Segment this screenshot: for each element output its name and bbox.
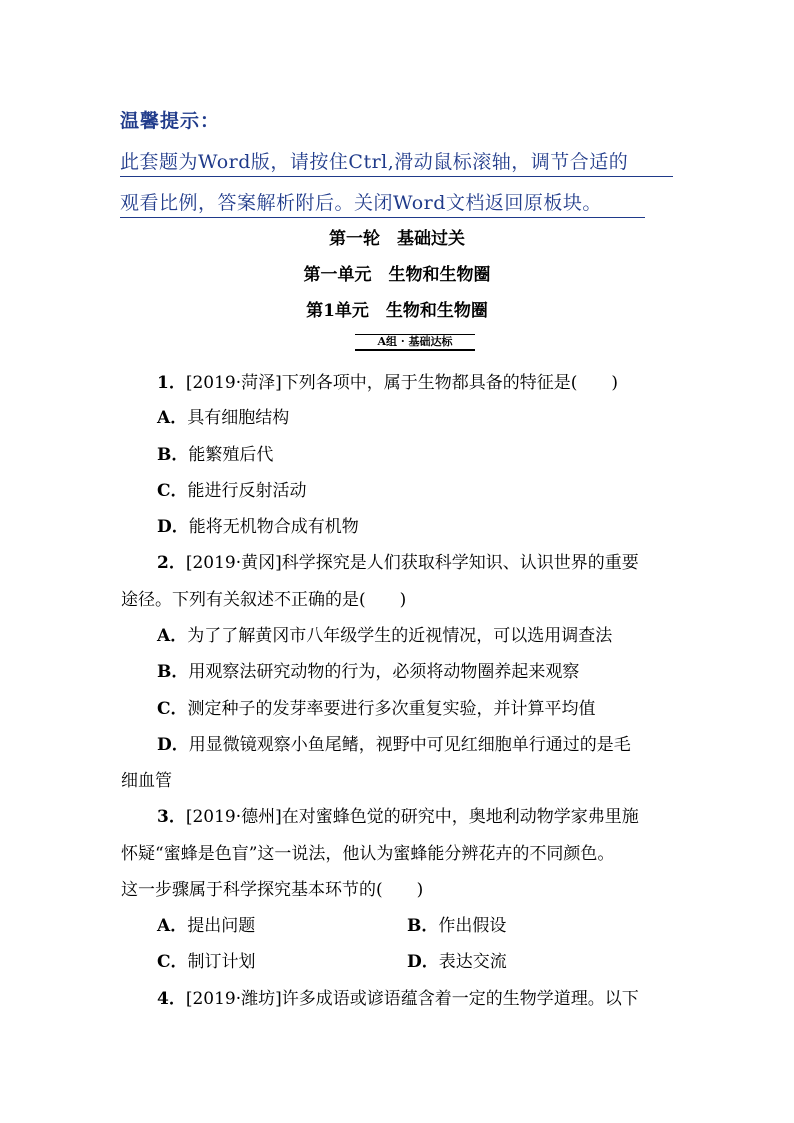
option-letter: A．	[157, 408, 188, 428]
question-3-option-c	[157, 947, 256, 972]
option-text: 能繁殖后代	[188, 445, 274, 465]
option-letter: B．	[157, 662, 189, 682]
round-title: 第一轮 基础过关	[329, 229, 465, 249]
question-2-option-d	[157, 730, 631, 755]
question-1-option-c	[157, 476, 307, 501]
question-2-source: [2019·黄冈]	[185, 553, 282, 573]
option-letter: B．	[407, 916, 439, 936]
option-text: 制订计划	[187, 952, 256, 972]
option-text: 提出问题	[187, 916, 256, 936]
question-4-number: 4．	[157, 989, 186, 1009]
option-text: 能将无机物合成有机物	[188, 517, 359, 537]
question-2-stem	[157, 548, 639, 573]
section-badge: A组 · 基础达标	[355, 334, 475, 351]
question-2-option-d-cont: 细血管	[121, 771, 172, 791]
option-letter: D．	[157, 517, 189, 537]
question-2-text: 科学探究是人们获取科学知识、认识世界的重要	[281, 553, 639, 573]
question-2-number: 2．	[157, 553, 186, 573]
question-3-option-d	[407, 947, 507, 972]
question-3-stem	[157, 802, 639, 827]
question-4-text: 许多成语或谚语蕴含着一定的生物学道理。以下	[281, 989, 639, 1009]
option-text: 表达交流	[438, 952, 507, 972]
question-3-stem-cont-1: 怀疑“蜜蜂是色盲”这一说法，他认为蜜蜂能分辨花卉的不同颜色。	[121, 844, 615, 864]
chapter-title: 第1单元 生物和生物圈	[306, 301, 488, 321]
question-1-number: 1．	[157, 373, 186, 393]
question-1-option-d	[157, 512, 359, 537]
question-2-option-b	[157, 657, 579, 682]
option-letter: B．	[157, 445, 189, 465]
question-2-option-c	[157, 694, 596, 719]
question-3-option-b	[407, 911, 506, 936]
question-3-source: [2019·德州]	[185, 807, 282, 827]
question-2-option-a	[157, 621, 612, 646]
option-text: 为了了解黄冈市八年级学生的近视情况，可以选用调查法	[187, 626, 613, 646]
option-text: 具有细胞结构	[187, 408, 290, 428]
question-1-option-b	[157, 440, 273, 465]
option-letter: D．	[407, 952, 439, 972]
option-text: 作出假设	[438, 916, 507, 936]
option-letter: A．	[157, 916, 188, 936]
option-letter: D．	[157, 735, 189, 755]
warm-tip-line-2: 观看比例，答案解析附后。关闭Word文档返回原板块。	[120, 188, 645, 218]
option-letter: A．	[157, 626, 188, 646]
option-text: 用观察法研究动物的行为，必须将动物圈养起来观察	[188, 662, 580, 682]
question-1-stem	[157, 368, 618, 393]
option-letter: C．	[157, 481, 188, 501]
question-3-stem-cont-2: 这一步骤属于科学探究基本环节的( )	[121, 880, 424, 900]
unit-title: 第一单元 生物和生物圈	[303, 265, 491, 285]
question-1-option-a	[157, 403, 289, 428]
question-2-stem-cont: 途径。下列有关叙述不正确的是( )	[121, 590, 407, 610]
option-text: 测定种子的发芽率要进行多次重复实验，并计算平均值	[187, 699, 596, 719]
question-1-text: 下列各项中，属于生物都具备的特征是( )	[281, 373, 619, 393]
warm-tip-heading: 温馨提示：	[120, 110, 221, 132]
question-4-stem	[157, 984, 639, 1009]
option-letter: C．	[157, 699, 188, 719]
warm-tip-line-1: 此套题为Word版，请按住Ctrl,滑动鼠标滚轴，调节合适的	[120, 147, 673, 177]
question-3-text: 在对蜜蜂色觉的研究中，奥地利动物学家弗里施	[281, 807, 639, 827]
question-3-number: 3．	[157, 807, 186, 827]
option-letter: C．	[157, 952, 188, 972]
option-text: 能进行反射活动	[187, 481, 307, 501]
question-4-source: [2019·潍坊]	[185, 989, 282, 1009]
option-text: 用显微镜观察小鱼尾鳍，视野中可见红细胞单行通过的是毛	[188, 735, 631, 755]
question-3-option-a	[157, 911, 255, 936]
section-badge-wrap	[355, 333, 477, 351]
question-1-source: [2019·菏泽]	[185, 373, 282, 393]
